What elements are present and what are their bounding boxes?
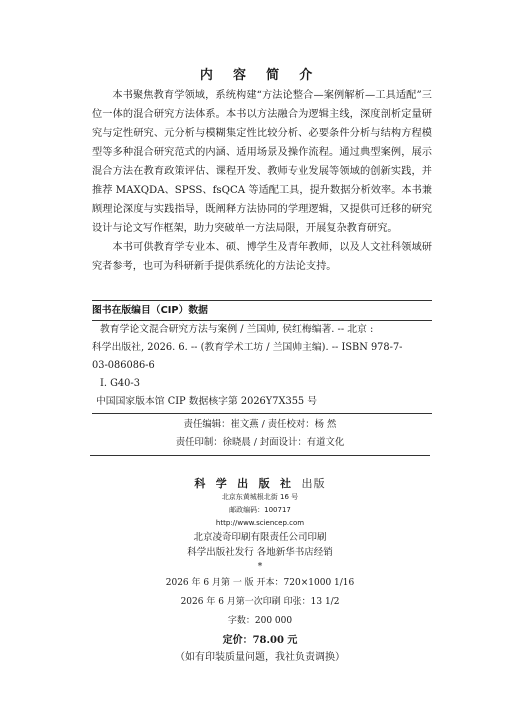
publisher-postcode: 邮政编码：100717	[229, 506, 291, 514]
star-separator: *	[257, 562, 263, 572]
edition-line-2: 2026 年 6 月第一次印刷 印张：13 1/2	[180, 597, 340, 607]
credits-line-2: 责任印制：徐晓晨 / 封面设计：有道文化	[175, 437, 345, 448]
cip-heading: 图书在版编目（CIP）数据	[92, 305, 208, 316]
cip-line-2: 科学出版社, 2026. 6. -- (教育学术工坊 / 兰国帅主编). -- ISBN 978-7-	[92, 342, 403, 353]
credits	[0, 416, 520, 456]
publisher-website: http://www.sciencep.com	[215, 519, 305, 527]
publisher-address: 北京东黄城根北街 16 号	[221, 493, 299, 501]
edition-line-1: 2026 年 6 月第 一 版 开本：720×1000 1/16	[165, 578, 355, 588]
word-count: 字数：200 000	[227, 616, 293, 626]
cip-line-3: 03-086086-6	[92, 360, 155, 371]
printer: 北京凌奇印刷有限责任公司印刷	[193, 532, 327, 543]
quality-note: （如有印装质量问题，我社负责调换）	[175, 652, 345, 663]
publisher-block	[0, 475, 520, 560]
cip-block	[92, 300, 432, 414]
cip-catalog-number: 中国国家版本馆 CIP 数据核字第 2026Y7X355 号	[96, 396, 318, 407]
publisher-suffix: 出版	[301, 477, 326, 490]
publisher-name-text: 科 学 出 版 社	[194, 477, 295, 490]
section-title: 内 容 简 介	[199, 68, 321, 83]
cip-line-1: 教育学论文混合研究方法与案例 / 兰国帅, 侯红梅编著. -- 北京 :	[100, 324, 374, 335]
credits-line-1: 责任编辑：崔文燕 / 责任校对：杨 然	[183, 419, 337, 430]
distribution: 科学出版社发行 各地新华书店经销	[187, 547, 333, 558]
abstract-paragraph-2: 本书可供教育学专业本、硕、博学生及青年教师，以及人文社科领域研究者参考，也可为科研新手提供系统化的方法论支持。	[92, 242, 432, 272]
cip-classification: Ⅰ. G40-3	[100, 378, 140, 389]
edition-info	[0, 574, 520, 650]
publisher-name	[0, 475, 520, 491]
abstract	[92, 86, 432, 276]
cip-bottom-rule	[92, 413, 432, 414]
price: 定价：78.00 元	[222, 635, 298, 646]
credits-rule	[90, 455, 430, 456]
abstract-paragraph-1: 本书聚焦教育学领域，系统构建“方法论整合—案例解析—工具适配”三位一体的混合研究方法体系。本书以方法融合为逻辑主线，深度剖析定量研究与定性研究、元分析与模糊集定性比较分析、必要条件分析与结构方程模型等多种混合研究范式的内涵、适用场景及操作流程。通过典型案例，展示混合方法在教育政策评估、课程开发、教师专业发展等领域的创新实践，并推荐 MAXQDA、SPSS、fsQCA 等适配工具，提升数据分析效率。本书兼顾理论深度与实践指导，既阐释方法协同的学理逻辑，又提供可迁移的研究设计与论文写作框架，助力突破单一方法局限，开展复杂教育研究。	[92, 90, 432, 234]
